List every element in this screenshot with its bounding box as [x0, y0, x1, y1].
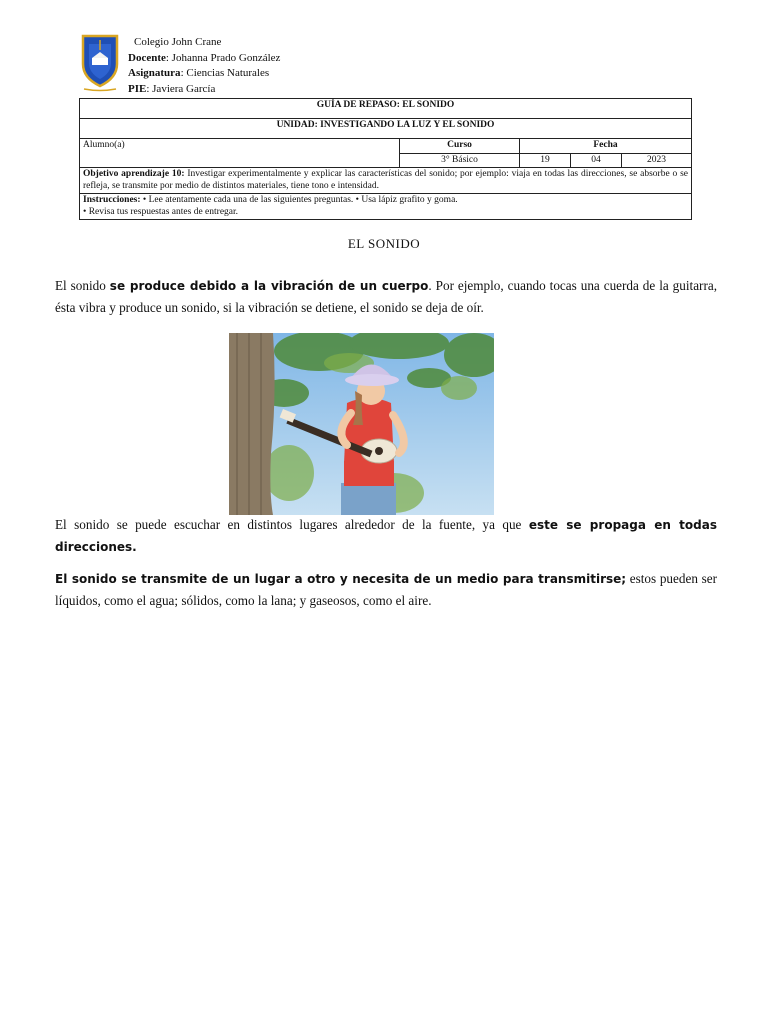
- learning-objective: Objetivo aprendizaje 10: Investigar experimentalmente y explicar las características del sonido; por ejemplo: viaja en todas las direcciones, se absorbe o se refleja, se transmite por medio de distintos materiales, tiene tono e intensidad.: [80, 168, 692, 194]
- child-ukulele-photo: [229, 333, 494, 515]
- date-label: Fecha: [520, 139, 692, 154]
- subject-line: Asignatura: Ciencias Naturales: [128, 67, 270, 79]
- paragraph-transmission: El sonido se transmite de un lugar a otro y necesita de un medio para transmitirse; estos pueden ser líquidos, como el agua; sólidos, como la lana; y gaseosos, como el aire.: [55, 571, 717, 608]
- course-value: 3° Básico: [400, 153, 520, 168]
- paragraph-vibration: El sonido se produce debido a la vibración de un cuerpo. Por ejemplo, cuando tocas una cuerda de la guitarra, ésta vibra y produce un sonido, si la vibración se detiene, el sonido se deja de oír.: [55, 278, 717, 315]
- section-title: EL SONIDO: [347, 236, 421, 251]
- teacher-line: Docente: Johanna Prado González: [128, 51, 281, 64]
- guide-info-table: [79, 98, 692, 220]
- date-month: 04: [571, 153, 622, 168]
- date-year: 2023: [622, 153, 692, 168]
- date-day: 19: [520, 153, 571, 168]
- unit-title: UNIDAD: INVESTIGANDO LA LUZ Y EL SONIDO: [80, 119, 692, 139]
- school-shield-icon: [80, 34, 120, 92]
- document-header: [80, 34, 700, 96]
- school-name: Colegio John Crane: [134, 36, 222, 48]
- pie-line: PIE: Javiera García: [128, 82, 216, 95]
- instructions: Instrucciones: • Lee atentamente cada una de las siguientes preguntas. • Usa lápiz grafito y goma. • Revisa tus respuestas antes de entregar.: [80, 194, 692, 220]
- course-label: Curso: [400, 139, 520, 154]
- student-name-field[interactable]: Alumno(a): [80, 139, 400, 168]
- guide-title: GUÍA DE REPASO: EL SONIDO: [80, 99, 692, 119]
- paragraph-propagation: El sonido se puede escuchar en distintos lugares alrededor de la fuente, ya que este se propaga en todas direcciones.: [55, 517, 717, 554]
